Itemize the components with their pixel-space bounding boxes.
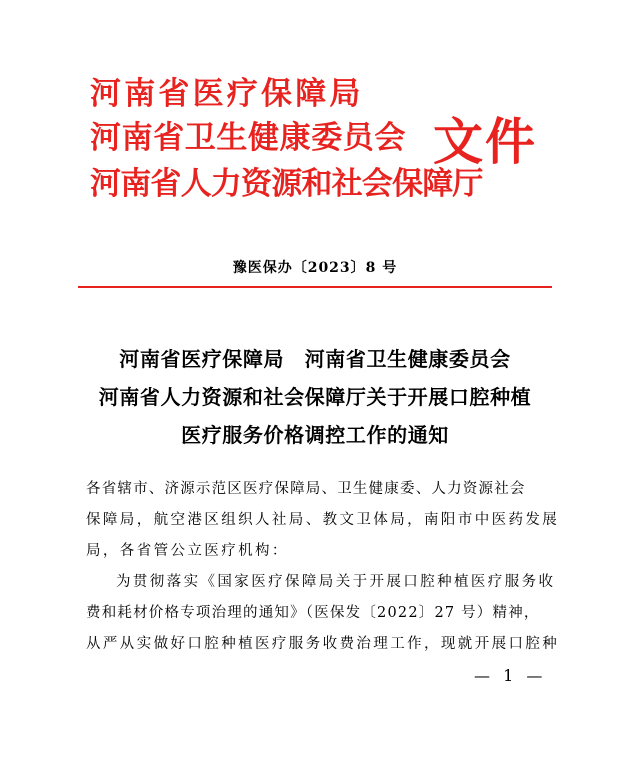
body-line: 为贯彻落实《国家医疗保障局关于开展口腔种植医疗服务收: [116, 574, 556, 590]
document-type-label: 文件: [433, 113, 537, 171]
body-line: 局，各省管公立医疗机构：: [86, 543, 289, 559]
issuer-header: [90, 74, 550, 204]
page-number: — 1 —: [474, 666, 547, 685]
body-line: 各省辖市、济源示范区医疗保障局、卫生健康委、人力资源社会: [86, 481, 526, 497]
issuer-name: 河南省人力资源和社会保障厅: [90, 166, 483, 202]
issuer-name: 河南省卫生健康委员会: [90, 120, 406, 156]
document-title: [0, 340, 630, 454]
body-line: 费和耗材价格专项治理的通知》（医保发〔2022〕27 号）精神，: [86, 605, 540, 621]
body-line: 从严从实做好口腔种植医疗服务收费治理工作，现就开展口腔种: [86, 636, 560, 652]
title-line: 医疗服务价格调控工作的通知: [181, 423, 449, 447]
red-divider: [78, 286, 552, 288]
document-number: 豫医保办〔2023〕8 号: [232, 260, 398, 276]
document-body: [86, 474, 560, 660]
body-line: 保障局，航空港区组织人社局、教文卫体局，南阳市中医药发展: [86, 512, 560, 528]
title-line: 河南省医疗保障局 河南省卫生健康委员会: [119, 347, 511, 371]
issuer-name: 河南省医疗保障局: [90, 76, 364, 112]
title-line: 河南省人力资源和社会保障厅关于开展口腔种植: [98, 385, 532, 409]
